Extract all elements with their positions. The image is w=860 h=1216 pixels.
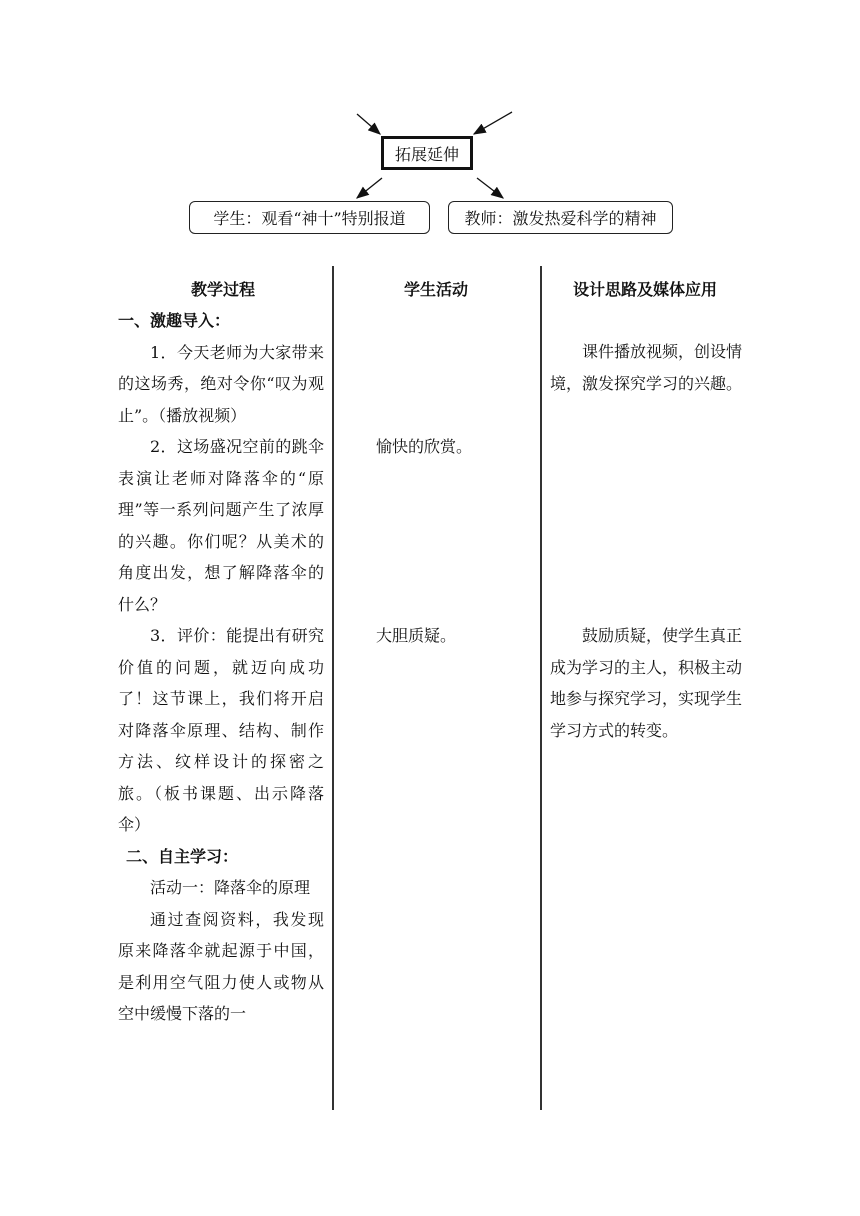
process-paragraph-1: 1．今天老师为大家带来的这场秀，绝对令你“叹为观止”。（播放视频） xyxy=(118,342,324,425)
activity-2: 大胆质疑。 xyxy=(376,626,457,645)
process-paragraph-3: 3．评价：能提出有研究价值的问题，就迈向成功了！这节课上，我们将开启对降落伞原理、结构、制作方法、纹样设计的探密之旅。（板书课题、出示降落伞） xyxy=(118,626,324,834)
header-activity: 学生活动 xyxy=(403,280,468,299)
teacher-box xyxy=(448,201,673,234)
process-paragraph-2: 2．这场盛况空前的跳伞表演让老师对降落伞的“原理”等一系列问题产生了浓厚的兴趣。你们呢？从美术的角度出发，想了解降落伞的什么？ xyxy=(118,437,324,614)
design-column-1 xyxy=(550,336,742,399)
design-paragraph-2: 鼓励质疑，使学生真正成为学习的主人，积极主动地参与探究学习，实现学生学习方式的转变。 xyxy=(550,626,743,740)
student-box xyxy=(189,201,430,234)
diagram-arrows xyxy=(0,0,860,260)
process-paragraph-5: 通过查阅资料，我发现原来降落伞就起源于中国，是利用空气阻力使人或物从空中缓慢下落的一 xyxy=(118,909,324,1023)
section-title-2: 二、自主学习： xyxy=(126,846,239,866)
column-divider-2 xyxy=(540,266,542,1110)
process-column xyxy=(118,305,324,1030)
center-box-label: 拓展延伸 xyxy=(394,144,459,164)
design-column-2 xyxy=(550,620,742,746)
teacher-box-label: 教师：激发热爱科学的精神 xyxy=(464,209,657,228)
student-box-label: 学生：观看“神十”特别报道 xyxy=(213,209,406,228)
center-box xyxy=(381,136,473,170)
section-title-1: 一、激趣导入： xyxy=(118,311,231,330)
header-design: 设计思路及媒体应用 xyxy=(572,280,717,299)
column-divider-1 xyxy=(332,266,334,1110)
header-process: 教学过程 xyxy=(190,280,255,299)
design-paragraph-1: 课件播放视频，创设情境，激发探究学习的兴趣。 xyxy=(550,342,743,393)
process-paragraph-4: 活动一：降落伞的原理 xyxy=(150,878,311,897)
activity-1: 愉快的欣赏。 xyxy=(376,437,473,456)
